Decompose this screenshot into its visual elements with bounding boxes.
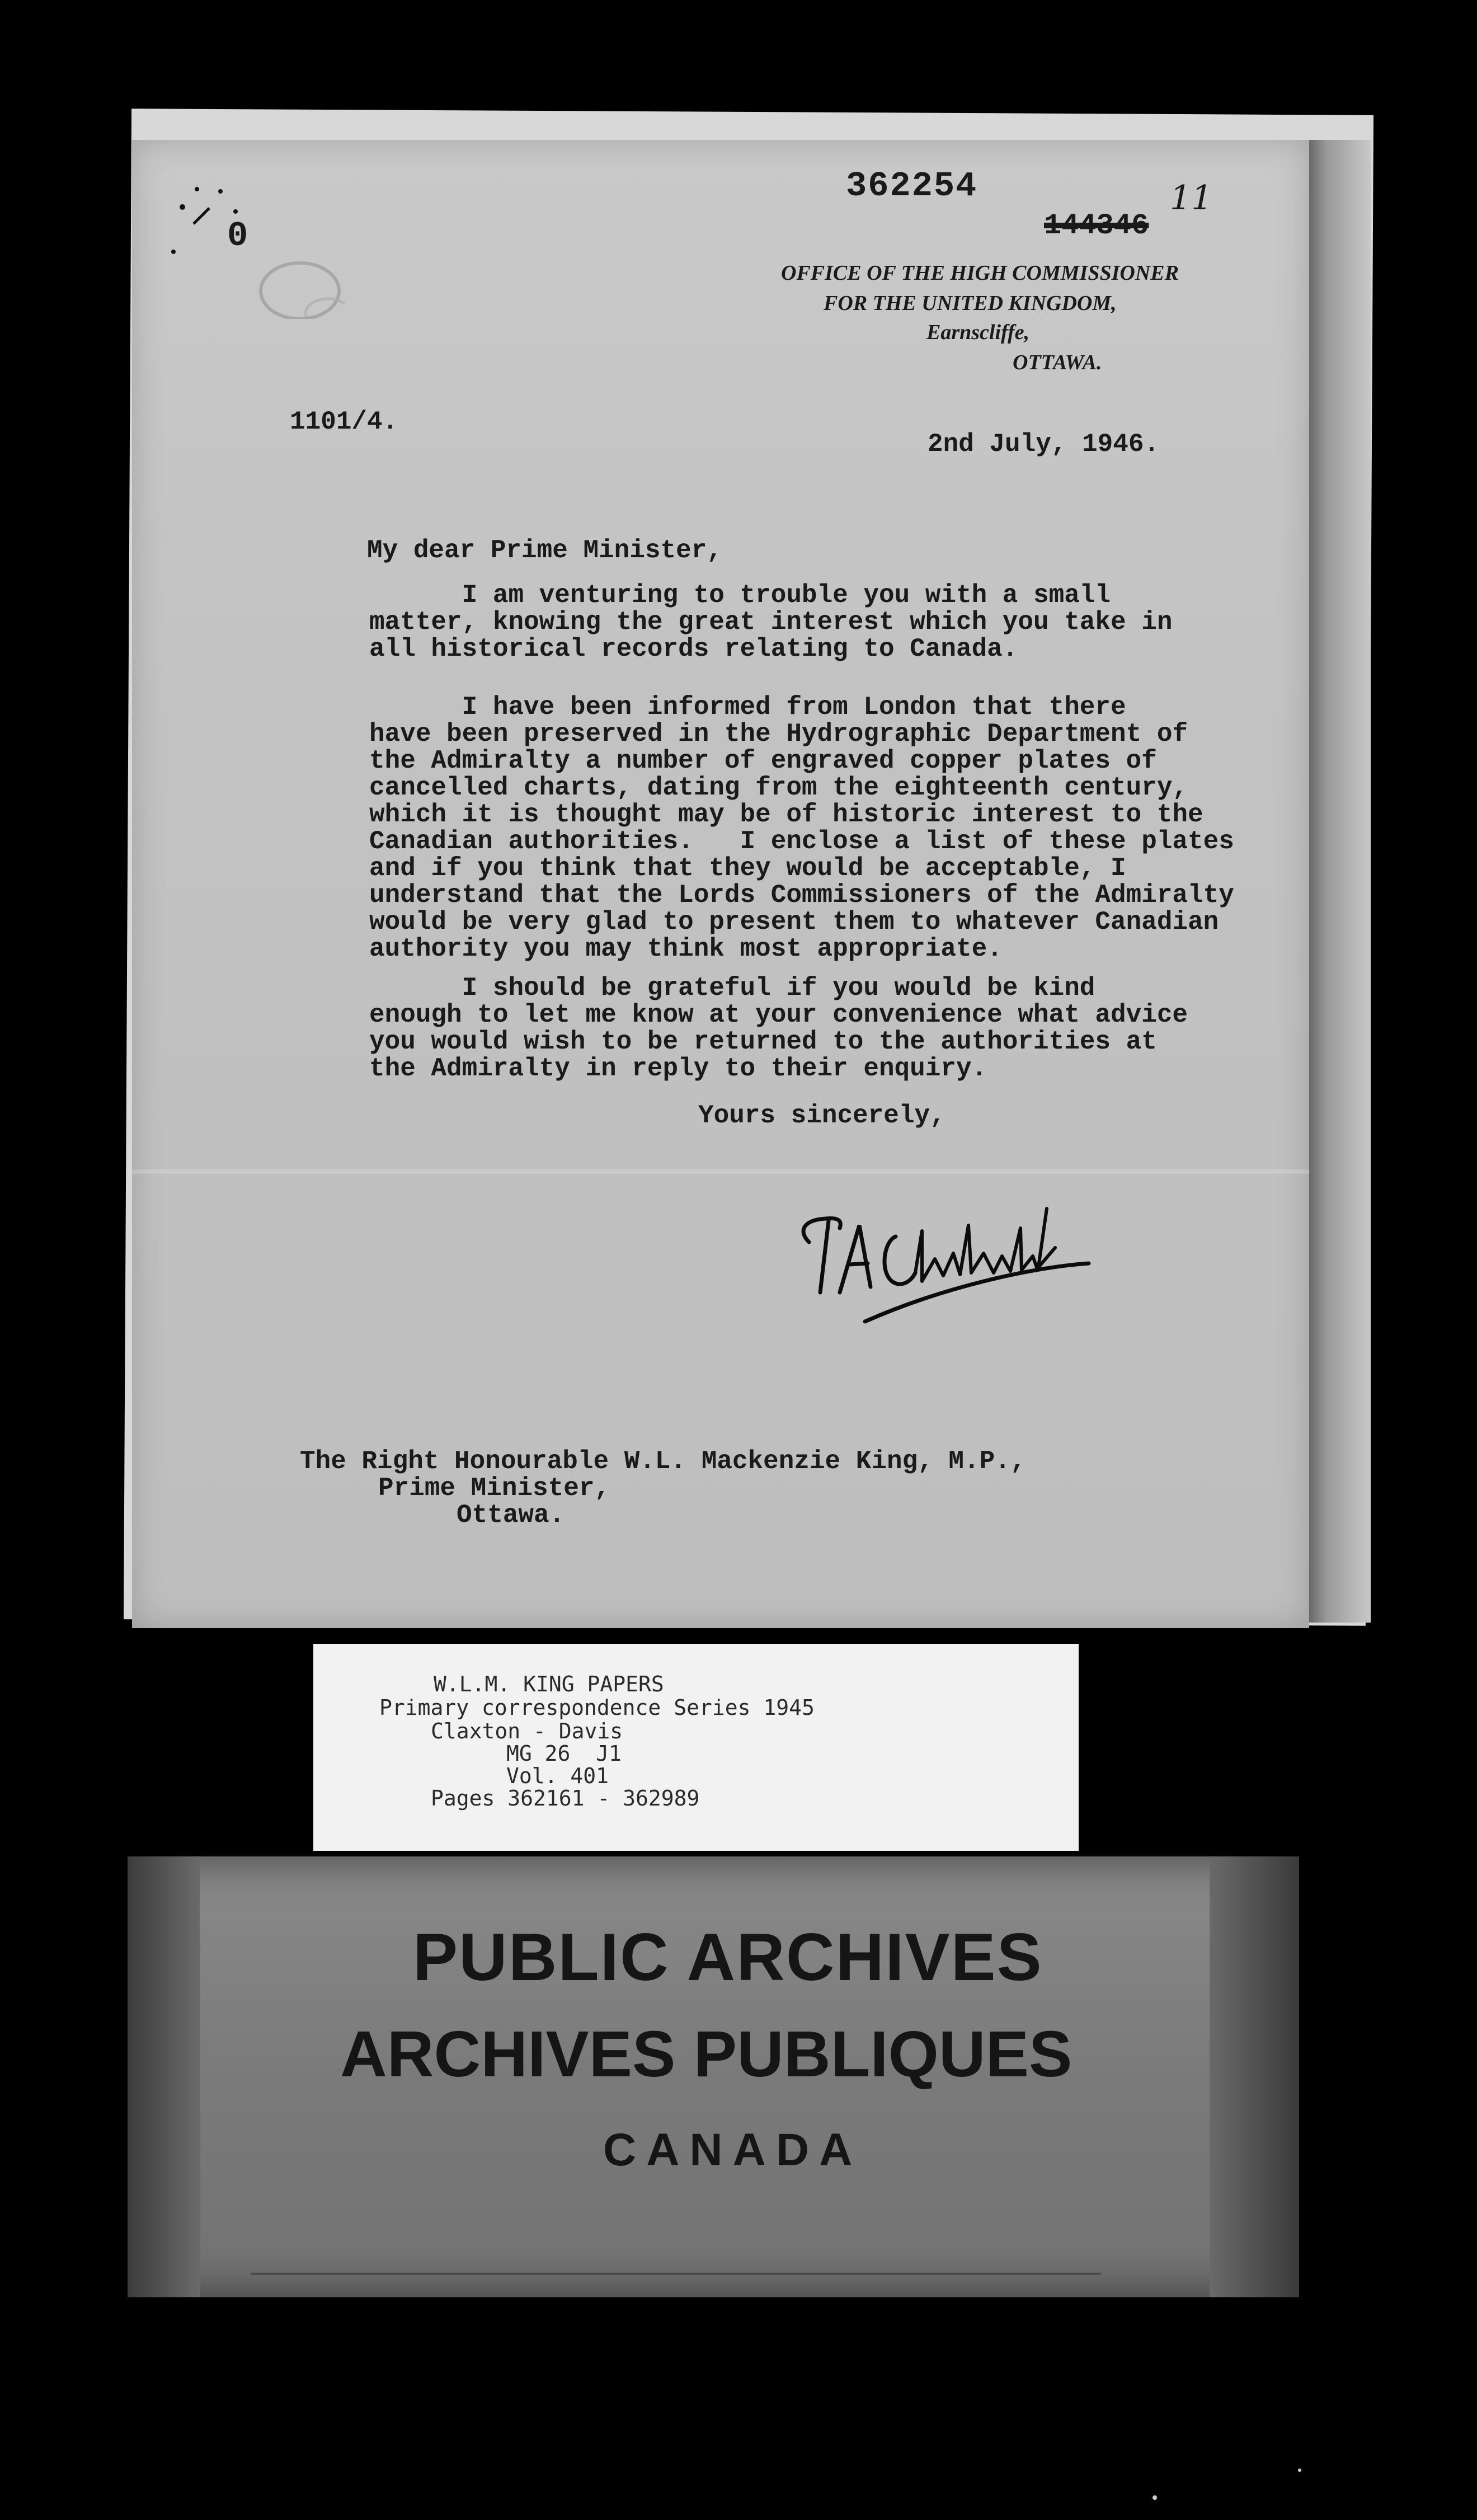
paragraph-line: the Admiralty a number of engraved copper plates of	[369, 746, 1157, 775]
paragraph-line: and if you think that they would be acceptable, I	[369, 854, 1126, 883]
letterhead-line-1: OFFICE OF THE HIGH COMMISSIONER	[781, 261, 1179, 285]
label-edge-right	[1210, 1856, 1299, 2297]
struck-number: 144346	[1044, 209, 1149, 242]
page-mark: 11	[1170, 178, 1213, 218]
letterhead-line-4: OTTAWA.	[1013, 351, 1102, 374]
paragraph-line: authority you may think most appropriate.	[369, 934, 1003, 963]
paragraph-line: cancelled charts, dating from the eighteenth century,	[369, 773, 1188, 802]
paragraph-line: would be very glad to present them to whatever Canadian	[369, 908, 1219, 937]
label-bottom-line	[251, 2273, 1101, 2275]
card-line-mg: MG 26 J1	[506, 1741, 622, 1766]
card-line-series: Primary correspondence Series 1945	[379, 1695, 815, 1720]
paragraph-2	[369, 694, 1332, 962]
reference-number: 1101/4.	[290, 407, 398, 436]
card-line-pages: Pages 362161 - 362989	[431, 1786, 700, 1811]
paragraph-line: I have been informed from London that there	[369, 693, 1126, 722]
archives-title-fr: ARCHIVES PUBLIQUES	[340, 2018, 1073, 2090]
corner-mark: 0	[227, 216, 248, 256]
corner-stamp-marks	[166, 173, 345, 319]
letterhead-line-2: FOR THE UNITED KINGDOM,	[824, 292, 1117, 315]
paragraph-line: which it is thought may be of historic interest to the	[369, 800, 1203, 829]
letterhead-line-3: Earnscliffe,	[926, 321, 1030, 344]
salutation: My dear Prime Minister,	[367, 536, 722, 565]
index-card	[313, 1644, 1079, 1851]
card-line-range: Claxton - Davis	[431, 1719, 623, 1743]
paragraph-3	[369, 975, 1332, 1082]
paragraph-line: you would wish to be returned to the authorities at	[369, 1027, 1157, 1056]
dust-speck	[1153, 2495, 1157, 2500]
addressee-line-2: Prime Minister,	[378, 1474, 610, 1503]
paragraph-line: understand that the Lords Commissioners of the Admiralty	[369, 881, 1234, 910]
fold-line	[132, 1169, 1309, 1174]
paragraph-line: Canadian authorities. I enclose a list of these plates	[369, 827, 1234, 856]
closing: Yours sincerely,	[698, 1101, 946, 1130]
paragraph-line: I should be grateful if you would be kind	[369, 974, 1095, 1003]
addressee-line-1: The Right Honourable W.L. Mackenzie King, M.P.,	[300, 1447, 1026, 1476]
archives-title-en: PUBLIC ARCHIVES	[413, 1920, 1043, 1995]
document-number: 362254	[846, 166, 978, 206]
card-line-volume: Vol. 401	[506, 1764, 609, 1788]
dust-speck	[1298, 2469, 1301, 2472]
label-edge-left	[128, 1856, 200, 2297]
letter-date: 2nd July, 1946.	[928, 430, 1160, 459]
paragraph-line: all historical records relating to Canada.	[369, 634, 1018, 664]
archives-country: CANADA	[603, 2124, 863, 2175]
letter-page	[132, 140, 1309, 1628]
archives-label-plate	[128, 1856, 1299, 2297]
paragraph-line: have been preserved in the Hydrographic Department of	[369, 720, 1188, 749]
addressee-line-3: Ottawa.	[457, 1501, 565, 1530]
paragraph-1	[369, 582, 1332, 662]
paragraph-line: I am venturing to trouble you with a small	[369, 581, 1111, 610]
paragraph-line: enough to let me know at your convenience what advice	[369, 1000, 1188, 1029]
paragraph-line: the Admiralty in reply to their enquiry.	[369, 1054, 987, 1083]
handwritten-signature	[775, 1175, 1111, 1343]
paragraph-line: matter, knowing the great interest which you take in	[369, 608, 1173, 637]
card-line-collection: W.L.M. KING PAPERS	[434, 1672, 664, 1696]
